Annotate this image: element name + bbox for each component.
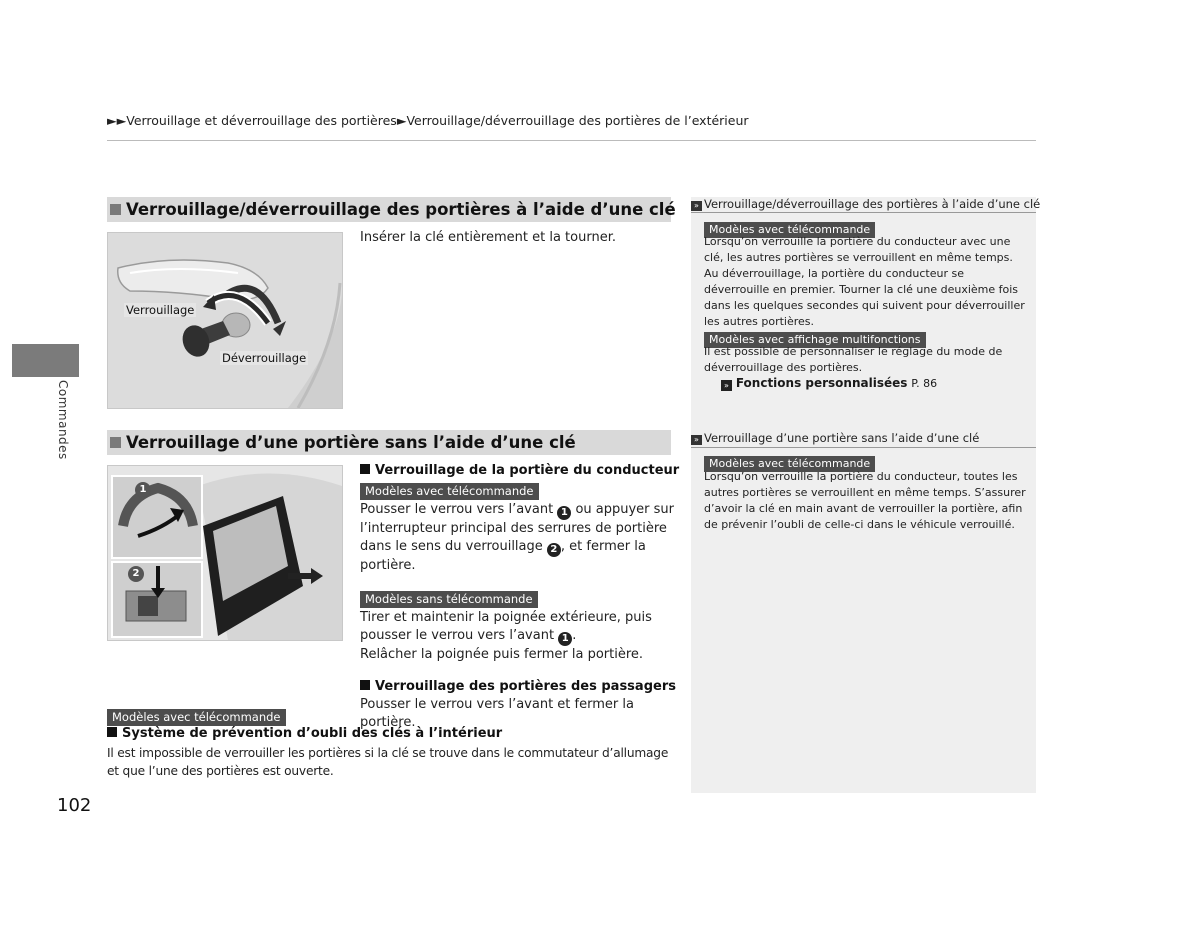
marker-1-icon: 1 [557,506,571,520]
heading-marker-icon [107,727,117,737]
chapter-label: Commandes [56,380,70,460]
breadcrumb-arrow-icon: ► [396,113,407,128]
section1-text: Insérer la clé entièrement et la tourner. [360,230,616,245]
breadcrumb-part1[interactable]: Verrouillage et déverrouillage des portières [126,113,397,128]
breadcrumb [107,113,749,128]
note-text-1: Lorsqu’on verrouille la portière du conducteur avec une clé, les autres portières se verrouillent en même temps. Au déverrouillage, la portière du conducteur se déverrouille en premier. Tourner la clé une deuxième fois dans les quelques secondes qui suivent pour déverrouiller les autres portières. [704,235,1025,328]
passenger-lock-text: Pousser le verrou vers l’avant et fermer la portière. [360,697,634,730]
breadcrumb-arrow-icon: ►► [107,113,127,128]
driver-lock-text-2: Tirer et maintenir la poignée extérieure, puis pousser le verrou vers l’avant 1 . Relâcher la poignée puis fermer la portière. [360,610,652,662]
driver-lock-block [360,463,680,732]
passenger-lock-heading: Verrouillage des portières des passagers [360,679,680,694]
marker-1-icon: 1 [558,632,572,646]
section-marker-icon [110,204,121,215]
link-arrow-icon: » [721,380,732,391]
section-marker-icon [110,437,121,448]
section-title-key [107,197,676,222]
door-handle-key-drawing [108,233,342,408]
marker-1-icon: 1 [136,483,150,497]
driver-lock-text-1: Pousser le verrou vers l’avant 1 ou appuyer sur l’interrupteur principal des serrures de portière dans le sens du verrouillage 2 , et fermer la portière. [360,502,675,573]
note-divider [691,212,1036,213]
heading-marker-icon [360,464,370,474]
page-number: 102 [57,795,92,816]
key-reminder-text: Il est impossible de verrouiller les portières si la clé se trouve dans le commutateur d’allumage et que l’une des portières est ouverte. [107,746,669,778]
note-arrow-icon: » [691,201,702,211]
note-badge-remote-2: Modèles avec télécommande [704,456,875,472]
custom-functions-link[interactable]: » Fonctions personnalisées P. 86 [721,376,937,391]
note-badge-multifunction: Modèles avec affichage multifonctions [704,332,926,348]
chapter-tab[interactable] [12,344,79,377]
header-divider [107,140,1036,141]
badge-with-remote: Modèles avec télécommande [360,483,539,500]
section-title-no-key [107,430,671,455]
note-badge-remote: Modèles avec télécommande [704,222,875,238]
note-divider [691,447,1036,448]
key-reminder-heading: Système de prévention d’oubli des clés à l’intérieur [107,726,502,741]
note-text-2: Il est possible de personnaliser le réglage du mode de déverrouillage des portières. [704,345,1003,374]
marker-2-icon: 2 [129,567,143,581]
section2-title: Verrouillage d’une portière sans l’aide d’une clé [126,433,576,452]
driver-lock-heading: Verrouillage de la portière du conducteur [360,463,680,478]
section1-title: Verrouillage/déverrouillage des portières à l’aide d’une clé [126,200,676,219]
key-lock-illustration [107,232,343,409]
lock-label: Verrouillage [126,303,195,317]
breadcrumb-part2[interactable]: Verrouillage/déverrouillage des portières de l’extérieur [406,113,749,128]
note-text-3: Lorsqu’on verrouille la portière du conducteur, toutes les autres portières se verrouillent en même temps. S’assurer d’avoir la clé en main avant de verrouiller la portière, afin de prévenir l’oubli de celle-ci dans le véhicule verrouillé. [704,470,1026,531]
badge-with-remote-3: Modèles avec télécommande [107,709,286,726]
marker-2-icon: 2 [547,543,561,557]
door-lock-illustration [107,465,343,641]
note-title-1[interactable]: » Verrouillage/déverrouillage des portières à l’aide d’une clé [691,197,1040,211]
unlock-label: Déverrouillage [222,351,307,365]
note-title-2[interactable]: » Verrouillage d’une portière sans l’aide d’une clé [691,431,979,445]
heading-marker-icon [360,680,370,690]
badge-without-remote: Modèles sans télécommande [360,591,538,608]
note-arrow-icon: » [691,435,702,445]
